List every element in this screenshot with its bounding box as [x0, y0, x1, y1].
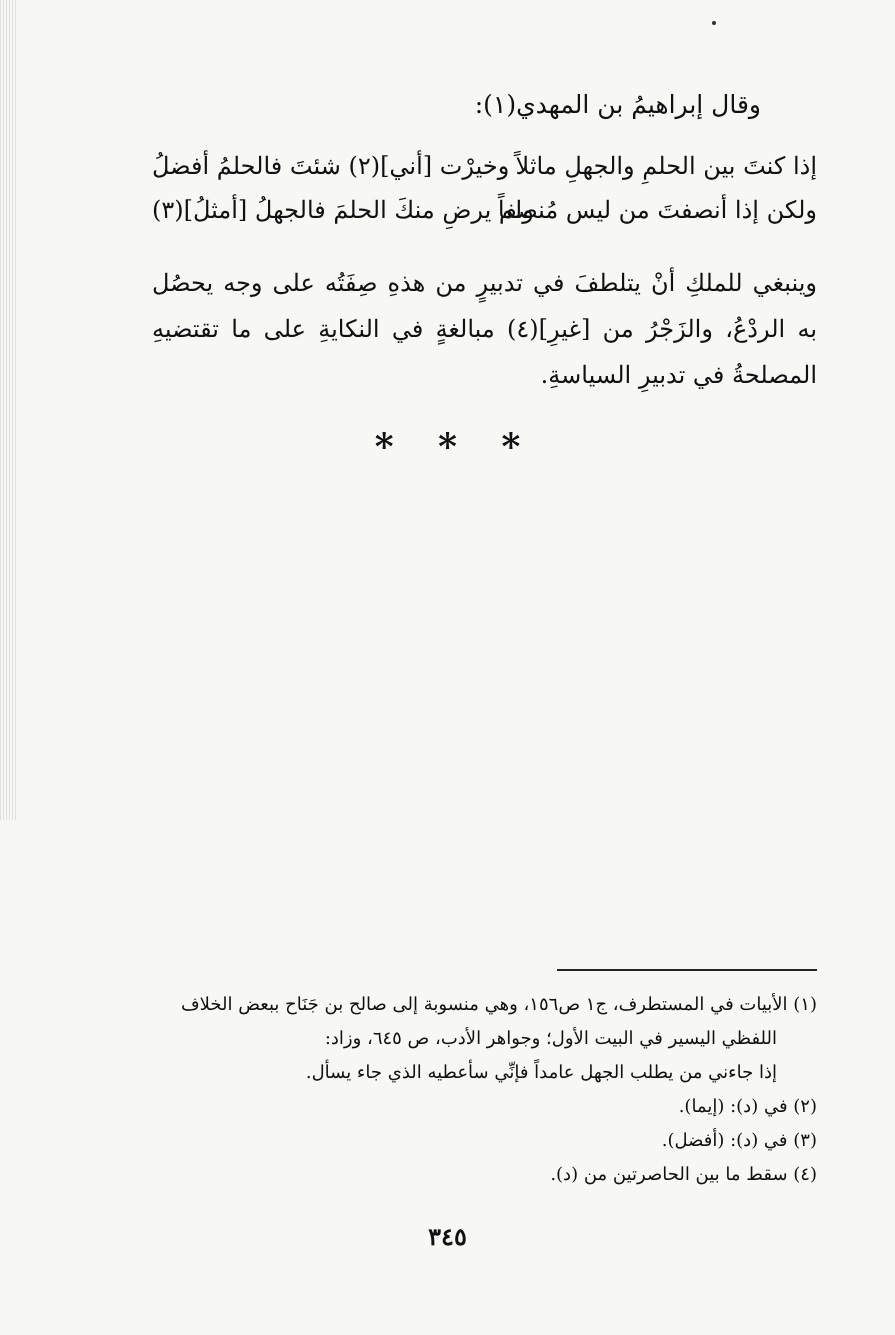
binding-edge — [0, 0, 18, 820]
body-paragraph: وينبغي للملكِ أنْ يتلطفَ في تدبيرٍ من هذهِ صِفَتُه على وجه يحصُل به الردْعُ، والزَجْرُ من [غيرِ](٤) مبالغةٍ في النكايةِ على ما تقتضيهِ المصلحةُ في تدبيرِ السياسةِ. — [152, 269, 817, 389]
verse-second-hemistich: وخيرْت [أني](٢) شئتَ فالحلمُ أفضلُ — [152, 152, 510, 180]
verse-first-hemistich: ولكن إذا أنصفتَ من ليس مُنصفاً — [497, 196, 817, 224]
footnote-4: (٤) سقط ما بين الحاصرتين من (د). — [550, 1164, 817, 1185]
poem-intro: وقال إبراهيمُ بن المهدي(١): — [474, 90, 761, 119]
footnote-rule — [557, 969, 817, 971]
verse-line — [152, 196, 817, 240]
footnote-1-continuation: اللفظي اليسير في البيت الأول؛ وجواهر الأدب، ص ٦٤٥، وزاد: — [324, 1028, 777, 1049]
verse-line — [152, 152, 817, 196]
verse-second-hemistich: ولم يرضِ منكَ الحلمَ فالجهلُ [أمثلُ](٣) — [152, 196, 534, 224]
footnote-1-verse: إذا جاءني من يطلب الجهل عامداً فإنِّي سأعطيه الذي جاء يسأل. — [305, 1062, 777, 1083]
verse-first-hemistich: إذا كنتَ بين الحلمِ والجهلِ ماثلاً — [515, 152, 817, 180]
page-number: ٣٤٥ — [428, 1222, 467, 1251]
footnote-3: (٣) في (د): (أفضل). — [661, 1130, 817, 1151]
footnote-1: (١) الأبيات في المستطرف، ج١ ص١٥٦، وهي منسوبة إلى صالح بن جَنَاح ببعض الخلاف — [181, 994, 817, 1015]
footnotes — [152, 988, 817, 1192]
scan-speck — [712, 21, 716, 25]
section-separator: * * * — [374, 426, 537, 468]
footnote-2: (٢) في (د): (إيما). — [678, 1096, 817, 1117]
